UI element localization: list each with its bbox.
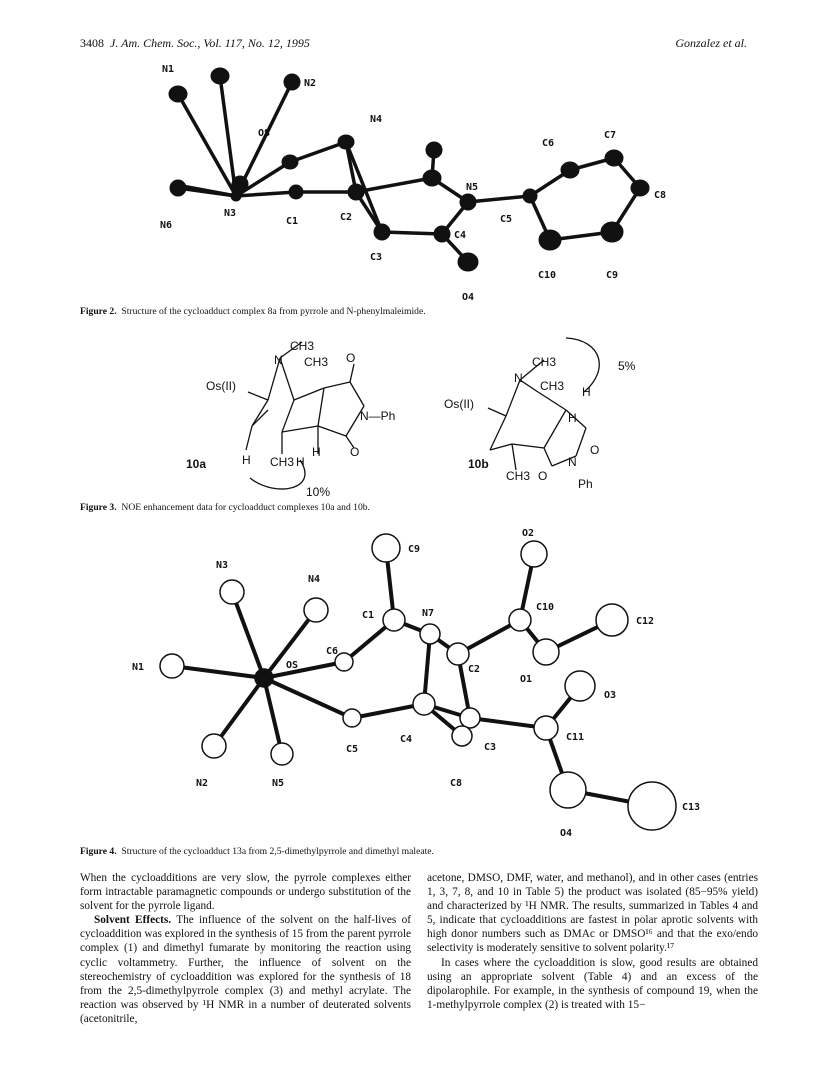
atom-label: C13	[682, 802, 701, 813]
paragraph: In cases where the cycloaddition is slow, good results are obtained using an appropriate solvent (Table 4) and an excess of the dipolarophile. For example, in the synthesis of compound 19, when the 1-methylpyrrole complex (2) is treated with 15−	[427, 956, 758, 1011]
atom-label: C9	[606, 270, 619, 281]
section-heading: Solvent Effects.	[94, 914, 172, 927]
ortep-structure-13a	[0, 524, 827, 844]
atom-label: C8	[654, 190, 667, 201]
atom-label: C4	[454, 230, 467, 241]
atom-label: C6	[542, 138, 555, 149]
chem-label: H	[568, 411, 577, 425]
page-number: 3408	[80, 36, 104, 50]
atom-label: N2	[304, 78, 317, 89]
atom-label: N5	[466, 182, 479, 193]
figure-2-caption: Figure 2. Structure of the cycloadduct complex 8a from pyrrole and N-phenylmaleimide.	[80, 306, 426, 317]
atom-label: C10	[536, 602, 555, 613]
chem-label: Ph	[578, 477, 593, 491]
atom-label: O2	[522, 528, 535, 539]
right-column	[427, 871, 758, 1012]
atom-label: O3	[604, 690, 617, 701]
chem-label: N—Ph	[360, 409, 396, 423]
atom-label: N1	[132, 662, 145, 673]
chem-label: CH3	[540, 379, 565, 393]
atom-label: O1	[520, 674, 533, 685]
chem-label: H	[296, 455, 305, 469]
atom-label: C12	[636, 616, 655, 627]
paragraph: Solvent Effects. The influence of the solvent on the half-lives of cycloaddition was explored in the synthesis of 15 from the parent pyrrole complex (1) and dimethyl fumarate by monitoring the reaction using cyclic voltammetry. Further, the influence of solvent on the stereochemistry of cycloaddition was explored for the synthesis of 18 from the 2,5-dimethylpyrrole complex (3) and methyl acrylate. The reaction was observed by ¹H NMR in a number of deuterated solvents (acetonitrile,	[80, 914, 412, 1025]
chem-label: CH3	[270, 455, 295, 469]
atom-label: N3	[224, 208, 237, 219]
atom-label: N2	[196, 778, 209, 789]
chem-label: N	[514, 371, 523, 385]
atom-label: C5	[500, 214, 513, 225]
atom-label: N7	[422, 608, 435, 619]
figure-3-caption: Figure 3. NOE enhancement data for cycloadduct complexes 10a and 10b.	[80, 502, 370, 513]
chem-label: Os(II)	[206, 379, 236, 393]
atom-label: C1	[362, 610, 375, 621]
chem-label: O	[538, 469, 548, 483]
chem-label: N	[568, 455, 577, 469]
chem-label: O	[350, 445, 360, 459]
atom-label: C4	[400, 734, 413, 745]
atom-label: C11	[566, 732, 585, 743]
chem-label: CH3	[290, 339, 315, 353]
noe-percent-10b: 5%	[618, 359, 636, 373]
chem-label: H	[242, 453, 251, 467]
chem-label: H	[312, 445, 321, 459]
atom-label: OS	[258, 128, 271, 139]
journal-citation: J. Am. Chem. Soc., Vol. 117, No. 12, 1995	[110, 36, 310, 50]
figure-2	[0, 62, 827, 322]
atom-label: C8	[450, 778, 463, 789]
chem-label: Os(II)	[444, 397, 474, 411]
atom-label: C5	[346, 744, 359, 755]
noe-scheme	[0, 330, 827, 500]
atom-label: O4	[560, 828, 573, 839]
atom-label: N4	[370, 114, 383, 125]
atom-label: C9	[408, 544, 421, 555]
atom-label: N1	[162, 64, 175, 75]
figure-4	[0, 524, 827, 864]
atom-label: O4	[462, 292, 475, 302]
atom-label: OS	[286, 660, 299, 671]
left-column	[80, 871, 411, 1026]
ortep-structure-8a	[0, 62, 827, 302]
atom-label: C3	[484, 742, 497, 753]
chem-label: H	[582, 385, 591, 399]
atom-label: C2	[468, 664, 481, 675]
chem-label: N	[274, 353, 283, 367]
paragraph: When the cycloadditions are very slow, the pyrrole complexes either form intractable paramagnetic compounds or undergo substitution of the solvent for the pyrrole ligand.	[80, 872, 411, 913]
atom-label: C2	[340, 212, 353, 223]
authors: Gonzalez et al.	[675, 36, 747, 50]
figure-3	[0, 330, 827, 520]
figure-4-caption: Figure 4. Structure of the cycloadduct 13a from 2,5-dimethylpyrrole and dimethyl maleate.	[80, 846, 434, 857]
compound-label-10b: 10b	[468, 457, 489, 471]
atom-label: C3	[370, 252, 383, 263]
noe-percent-10a: 10%	[306, 485, 331, 499]
atom-label: C6	[326, 646, 339, 657]
chem-label: O	[590, 443, 600, 457]
atom-label: N5	[272, 778, 285, 789]
atom-label: C1	[286, 216, 299, 227]
chem-label: CH3	[506, 469, 531, 483]
paragraph: acetone, DMSO, DMF, water, and methanol), and in other cases (entries 1, 3, 7, 8, and 10 in Table 5) the product was isolated (85−95% yield) and characterized by ¹H NMR. The results, summarized in Tables 4 and 5, indicate that cycloadditions are fastest in polar aprotic solvents with high donor numbers such as DMAc or DMSO¹⁶ and that the exo/endo selectivity is moderately sensitive to solvent polarity.¹⁷	[427, 872, 758, 955]
chem-label: CH3	[532, 355, 557, 369]
compound-label-10a: 10a	[186, 457, 207, 471]
atom-label: N6	[160, 220, 173, 231]
chem-label: CH3	[304, 355, 329, 369]
atom-label: C7	[604, 130, 617, 141]
atom-label: N4	[308, 574, 321, 585]
chem-label: O	[346, 351, 356, 365]
running-header	[80, 36, 747, 54]
atom-label: C10	[538, 270, 557, 281]
atom-label: N3	[216, 560, 229, 571]
